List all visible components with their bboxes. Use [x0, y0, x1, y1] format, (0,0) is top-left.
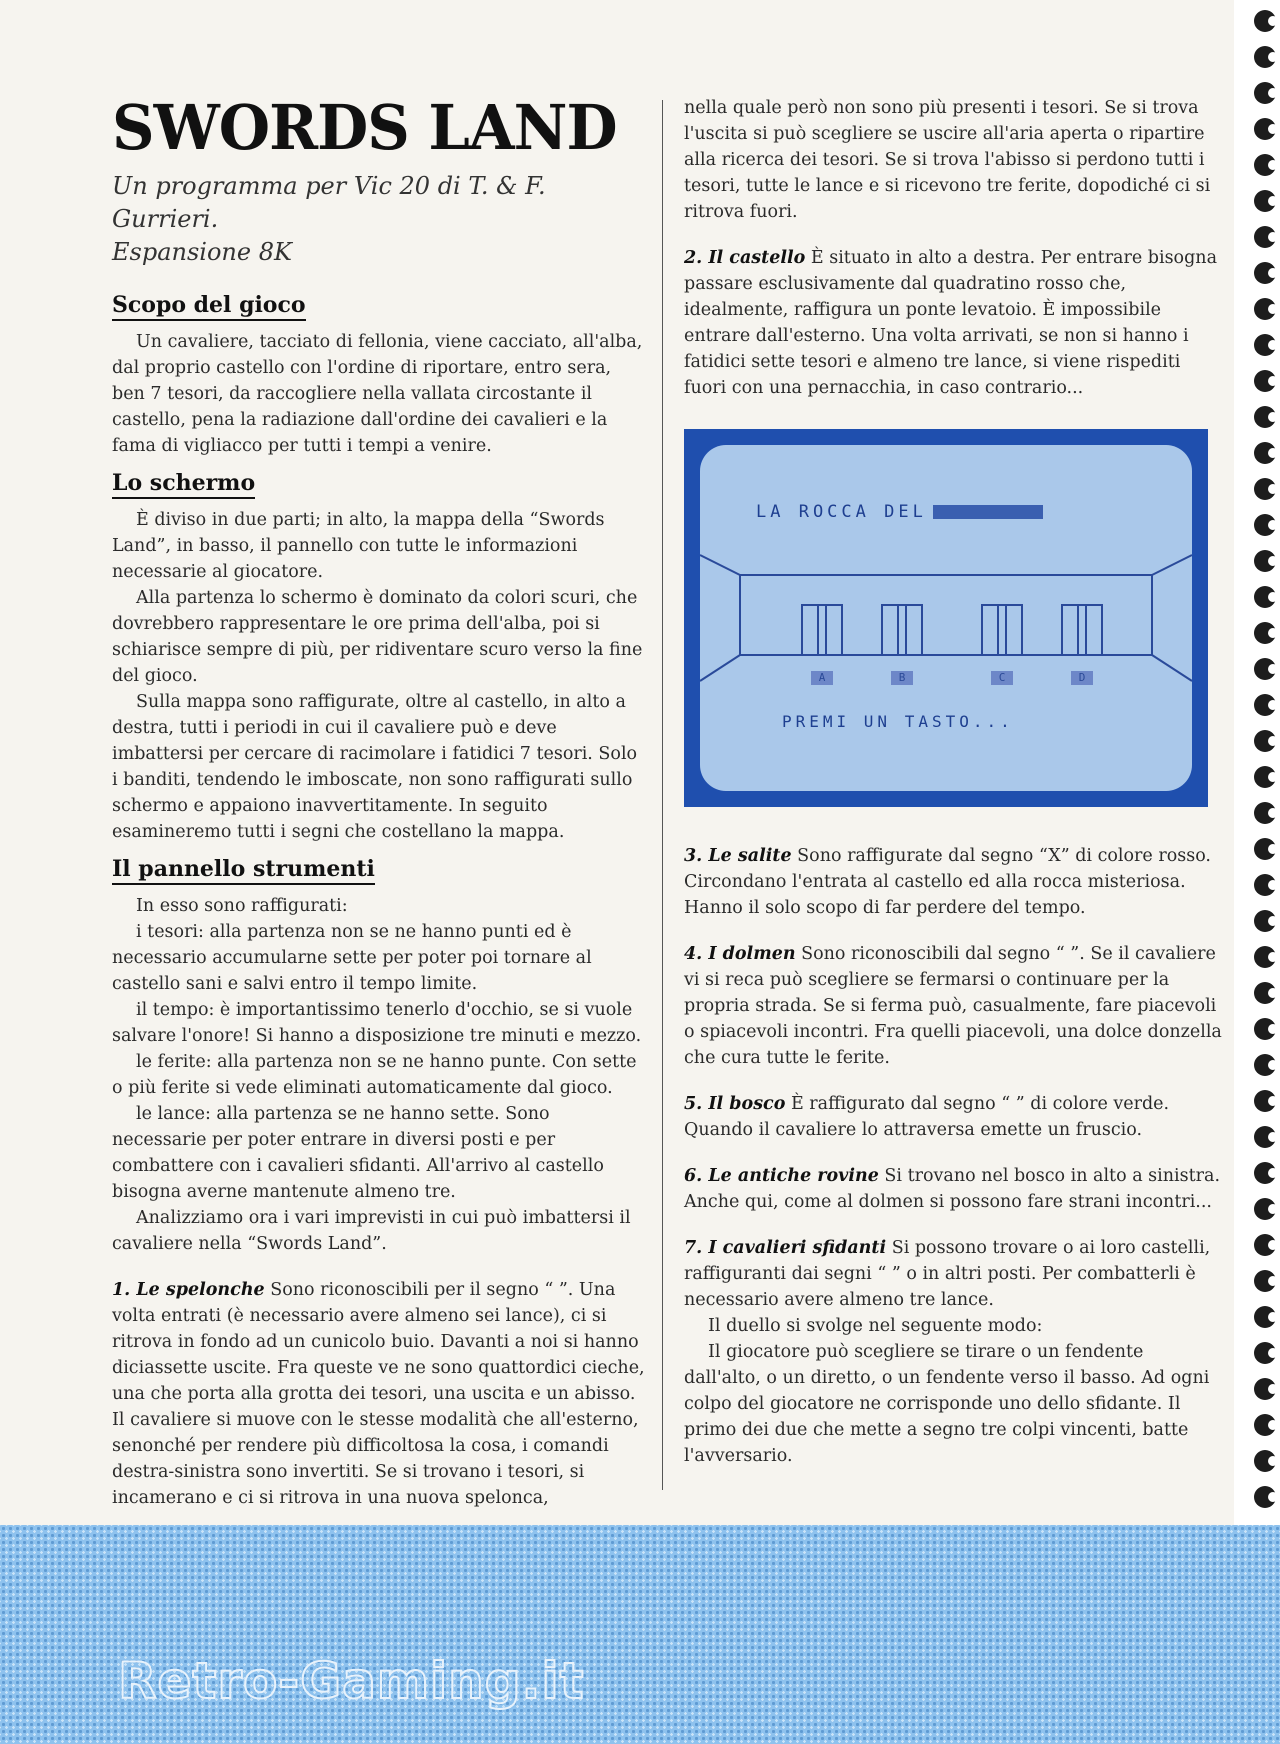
spiral-ring: [1254, 10, 1276, 32]
item-lead: 5. Il bosco: [684, 1094, 786, 1114]
game-screenshot: [684, 429, 1208, 807]
item-salite: [684, 843, 1222, 921]
spiral-ring: [1254, 226, 1276, 248]
item-lead: 2. Il castello: [684, 248, 806, 268]
column-divider: [662, 100, 663, 1490]
spiral-ring: [1254, 694, 1276, 716]
spiral-ring: [1254, 262, 1276, 284]
paragraph: Il giocatore può scegliere se tirare o un fendente dall'alto, o un diretto, o un fendente verso il basso. Ad ogni colpo del giocatore ne corrisponde uno dello sfidante. Il primo dei due che mette a segno tre colpi vincenti, batte l'avversario.: [684, 1342, 1210, 1466]
spiral-ring: [1254, 514, 1276, 536]
item-text: Sono riconoscibili per il segno “ ”. Una volta entrati (è necessario avere almeno sei lance), ci si ritrova in fondo ad un cunicolo buio. Davanti a noi si hanno diciassette uscite. Fra queste ve ne sono quattordici cieche, una che porta alla grotta dei tesori, una uscita e un abisso. Il cavaliere si muove con le stesse modalità che all'esterno, senonché per rendere più difficoltosa la cosa, i comandi destra-sinistra sono invertiti. Se si trovano i tesori, si incamerano e ci si ritrova in una nuova spelonca,: [112, 1280, 645, 1508]
heading-pannello: Il pannello strumenti: [112, 855, 375, 885]
item-text: È raffigurato dal segno “ ” di colore verde. Quando il cavaliere lo attraversa emette un fruscio.: [684, 1094, 1170, 1140]
heading-scopo: Scopo del gioco: [112, 291, 306, 321]
paragraph: le ferite: alla partenza non se ne hanno punte. Con sette o più ferite si vede eliminati automaticamente dal gioco.: [112, 1052, 637, 1098]
spiral-ring: [1254, 1306, 1276, 1328]
spiral-ring: [1254, 1126, 1276, 1148]
paragraph: È diviso in due parti; in alto, la mappa della “Swords Land”, in basso, il pannello con tutte le informazioni necessarie al giocatore.: [112, 510, 605, 582]
item-castello: [684, 245, 1222, 401]
door-label-b: B: [891, 671, 913, 685]
spiral-ring: [1254, 586, 1276, 608]
spiral-ring: [1254, 1414, 1276, 1436]
heading-schermo: Lo schermo: [112, 469, 255, 499]
item-rovine: [684, 1163, 1222, 1215]
paragraph: nella quale però non sono più presenti i tesori. Se si trova l'uscita si può scegliere se uscire all'aria aperta o ripartire alla ricerca dei tesori. Se si trova l'abisso si perdono tutti i tesori, tutte le lance e si ricevono tre ferite, dopodiché ci si ritrova fuori.: [684, 98, 1211, 222]
spiral-ring: [1254, 1162, 1276, 1184]
paragraph: Sulla mappa sono raffigurate, oltre al castello, in alto a destra, tutti i periodi in cui il cavaliere può e deve imbattersi per cercare di racimolare i fatidici 7 tesori. Solo i banditi, tendendo le imboscate, non sono raffigurati sullo schermo e appaiono inavvertitamente. In seguito esamineremo tutti i segni che costellano la mappa.: [112, 692, 638, 842]
screen-prompt: PREMI UN TASTO...: [782, 712, 1014, 731]
item-text: Sono raffigurate dal segno “X” di colore rosso. Circondano l'entrata al castello ed alla rocca misteriosa. Hanno il solo scopo di far perdere del tempo.: [684, 846, 1211, 918]
spiral-ring: [1254, 1090, 1276, 1112]
spiral-ring: [1254, 550, 1276, 572]
spiral-ring: [1254, 1018, 1276, 1040]
item-bosco: [684, 1091, 1222, 1143]
paragraph: Il duello si svolge nel seguente modo:: [708, 1316, 1043, 1336]
item-text: Sono riconoscibili dal segno “ ”. Se il cavaliere vi si reca può scegliere se fermarsi o continuare per la propria strada. Se si ferma può, casualmente, fare piacevoli o spiacevoli incontri. Fra quelli piacevoli, una dolce donzella che cura tutte le ferite.: [684, 944, 1222, 1068]
right-column: [684, 95, 1222, 1469]
paragraph: Alla partenza lo schermo è dominato da colori scuri, che dovrebbero rappresentare le ore prima dell'alba, poi si schiarisce sempre di più, per ridiventare scuro verso la fine del gioco.: [112, 588, 643, 686]
spiral-ring: [1254, 1450, 1276, 1472]
spiral-ring: [1254, 910, 1276, 932]
item-lead: 3. Le salite: [684, 846, 792, 866]
spiral-ring: [1254, 478, 1276, 500]
spiral-ring: [1254, 442, 1276, 464]
item-lead: 4. I dolmen: [684, 944, 796, 964]
spiral-ring: [1254, 334, 1276, 356]
spiral-ring: [1254, 730, 1276, 752]
spiral-ring: [1254, 1054, 1276, 1076]
door-label-c: C: [991, 671, 1013, 685]
paragraph: le lance: alla partenza se ne hanno sette. Sono necessarie per poter entrare in diversi posti e per combattere con i cavalieri sfidanti. All'arrivo al castello bisogna averne mantenute almeno tre.: [112, 1104, 604, 1202]
spiral-ring: [1254, 766, 1276, 788]
watermark: Retro-Gaming.it: [118, 1652, 585, 1710]
spiral-ring: [1254, 1234, 1276, 1256]
item-dolmen: [684, 941, 1222, 1071]
subtitle-line-2: Espansione 8K: [112, 238, 292, 266]
spiral-ring: [1254, 154, 1276, 176]
spiral-ring: [1254, 982, 1276, 1004]
spiral-ring: [1254, 406, 1276, 428]
spiral-ring: [1254, 1270, 1276, 1292]
item-lead: 6. Le antiche rovine: [684, 1166, 879, 1186]
screen-title-text: LA ROCCA DEL: [756, 502, 927, 522]
spiral-ring: [1254, 1198, 1276, 1220]
spiral-ring: [1254, 1486, 1276, 1508]
item-cavalieri: [684, 1235, 1222, 1313]
paragraph: Analizziamo ora i vari imprevisti in cui può imbattersi il cavaliere nella “Swords Land”.: [112, 1208, 631, 1254]
item-text: Si trovano nel bosco in alto a sinistra. Anche qui, come al dolmen si possono fare strani incontri...: [684, 1166, 1221, 1212]
crt-screen: [700, 445, 1192, 791]
item-lead: 7. I cavalieri sfidanti: [684, 1238, 887, 1258]
door-label-a: A: [811, 671, 833, 685]
spiral-ring: [1254, 118, 1276, 140]
spiral-ring: [1254, 46, 1276, 68]
article-title: SWORDS LAND: [112, 91, 617, 164]
spiral-ring: [1254, 874, 1276, 896]
spiral-ring: [1254, 838, 1276, 860]
spiral-ring: [1254, 802, 1276, 824]
paragraph: i tesori: alla partenza non se ne hanno punti ed è necessario accumularne sette per poter poi tornare al castello sani e salvi entro il tempo limite.: [112, 922, 592, 994]
door-label-d: D: [1071, 671, 1093, 685]
spiral-ring: [1254, 1342, 1276, 1364]
spiral-ring: [1254, 946, 1276, 968]
halftone-footer: [0, 1525, 1280, 1744]
spiral-ring: [1254, 82, 1276, 104]
spiral-binding: [1234, 0, 1280, 1530]
article-subtitle: [112, 170, 647, 269]
item-text: Si possono trovare o ai loro castelli, raffiguranti dai segni “ ” o in altri posti. Per combatterli è necessario avere almeno tre lance.: [684, 1238, 1211, 1310]
item-text: È situato in alto a destra. Per entrare bisogna passare esclusivamente dal quadratino rosso che, idealmente, raffigura un ponte levatoio. È impossibile entrare dall'esterno. Una volta arrivati, se non si hanno i fatidici sette tesori e almeno tre lance, si viene rispediti fuori con una pernacchia, in caso contrario...: [684, 248, 1217, 398]
subtitle-line-1: Un programma per Vic 20 di T. & F. Gurrieri.: [112, 172, 546, 233]
spiral-ring: [1254, 190, 1276, 212]
paragraph: il tempo: è importantissimo tenerlo d'occhio, se si vuole salvare l'onore! Si hanno a disposizione tre minuti e mezzo.: [112, 1000, 642, 1046]
paragraph: In esso sono raffigurati:: [136, 896, 348, 916]
left-column: [112, 92, 647, 1511]
spiral-ring: [1254, 1378, 1276, 1400]
room-drawing: [700, 445, 1192, 791]
paragraph: Un cavaliere, tacciato di fellonia, viene cacciato, all'alba, dal proprio castello con l'ordine di riportare, entro sera, ben 7 tesori, da raccogliere nella vallata circostante il castello, pena la radiazione dall'ordine dei cavalieri e la fama di vigliacco per tutti i tempi a venire.: [112, 332, 643, 456]
spiral-ring: [1254, 370, 1276, 392]
item-spelonche: [112, 1277, 647, 1511]
spiral-ring: [1254, 298, 1276, 320]
spiral-ring: [1254, 622, 1276, 644]
spiral-ring: [1254, 658, 1276, 680]
item-lead: 1. Le spelonche: [112, 1280, 265, 1300]
